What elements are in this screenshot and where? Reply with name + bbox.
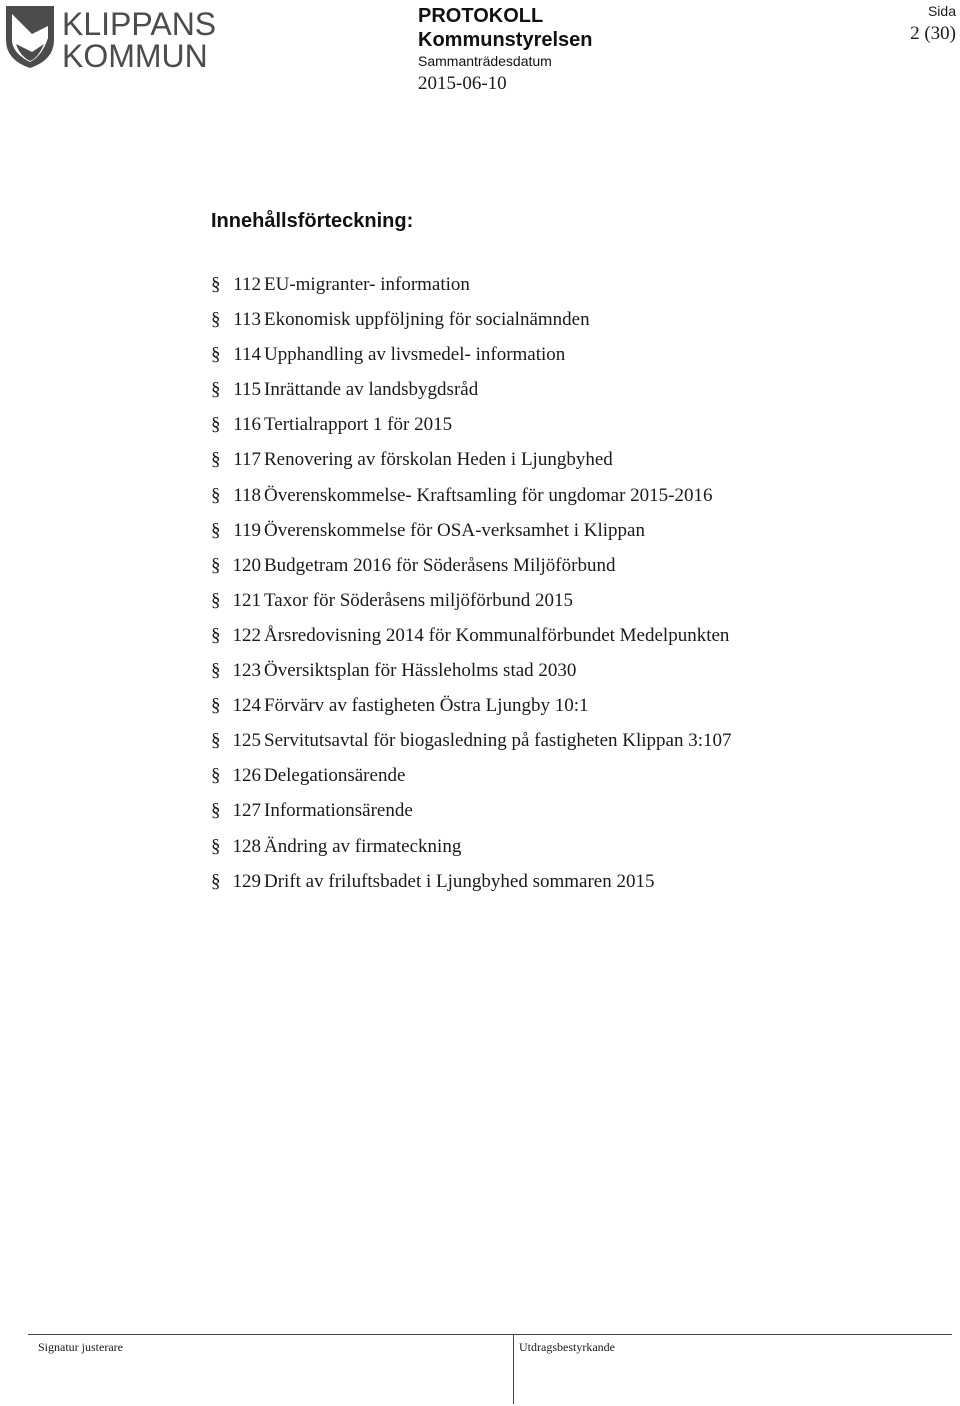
toc-item [211,375,732,410]
toc-title: Innehållsförteckning: [211,210,414,232]
toc-item-number: 126 [232,765,261,787]
toc-item-text: Informationsärende [264,800,413,822]
toc-item-text: Budgetram 2016 för Söderåsens Miljöförbund [264,554,616,576]
toc-item-text: Drift av friluftsbadet i Ljungbyhed sommaren 2015 [264,870,655,892]
toc-item-text: Delegationsärende [264,765,406,787]
toc-item-text: Översiktsplan för Hässleholms stad 2030 [264,660,577,682]
toc-item-text: Förvärv av fastigheten Östra Ljungby 10:1 [264,695,589,717]
toc-item-number: 127 [232,800,261,822]
toc-item-number: 112 [233,274,261,295]
toc-item [211,761,732,796]
document-type: PROTOKOLL [418,5,544,27]
section-symbol: § [211,309,221,331]
toc-item-number: 122 [232,624,261,646]
certification-label: Utdragsbestyrkande [519,1340,615,1354]
toc-item [211,726,732,761]
toc-item-number: 113 [233,309,261,331]
toc-item-text: Ekonomisk uppföljning för socialnämnden [264,309,590,331]
footer-divider [28,1334,952,1335]
municipality-logo [4,4,216,70]
meeting-date-label: Sammanträdesdatum [418,53,552,69]
page-number: 2 (30) [910,23,956,44]
toc-item-number: 119 [233,519,261,541]
toc-item [211,586,732,621]
toc-item-number: 120 [232,554,261,576]
signature-label: Signatur justerare [38,1340,123,1354]
board-name: Kommunstyrelsen [418,29,593,51]
toc-item-text: Överenskommelse för OSA-verksamhet i Klippan [264,519,645,541]
section-symbol: § [211,589,221,611]
toc-item [211,656,732,691]
section-symbol: § [211,765,221,787]
toc-list [211,270,732,902]
toc-item [211,867,732,902]
shield-icon [6,6,54,68]
toc-item [211,621,732,656]
toc-item-text: Tertialrapport 1 för 2015 [264,414,453,436]
toc-item-number: 117 [233,449,261,471]
section-symbol: § [211,870,221,892]
toc-item [211,796,732,831]
toc-item-text: Årsredovisning 2014 för Kommunalförbundet Medelpunkten [264,624,730,646]
toc-item-text: Ändring av firmateckning [264,835,462,857]
section-symbol: § [211,554,221,576]
toc-item-number: 123 [232,660,261,682]
section-symbol: § [211,344,221,366]
toc-item-number: 114 [233,344,261,366]
section-symbol: § [211,624,221,646]
toc-item [211,445,732,480]
logo-text-line2: KOMMUN [62,38,208,70]
logo-text-line1: KLIPPANS [62,6,216,42]
toc-item-text: Inrättande av landsbygdsråd [264,379,479,401]
toc-item-number: 116 [233,414,261,436]
section-symbol: § [211,695,221,717]
section-symbol: § [211,800,221,822]
toc-item [211,270,732,305]
toc-item [211,691,732,726]
toc-item-number: 121 [232,589,261,611]
document-header [418,4,593,96]
section-symbol: § [211,484,221,506]
toc-item [211,340,732,375]
section-symbol: § [211,414,221,436]
toc-item [211,551,732,586]
section-symbol: § [211,835,221,857]
toc-item-number: 124 [232,695,261,717]
toc-item-text: Upphandling av livsmedel- information [264,344,566,366]
toc-item-text: Överenskommelse- Kraftsamling för ungdomar 2015-2016 [264,484,713,506]
section-symbol: § [211,730,221,752]
section-symbol: § [211,660,221,682]
toc-item-text: Taxor för Söderåsens miljöförbund 2015 [264,589,573,611]
toc-item-number: 118 [233,484,261,506]
toc-item-number: 125 [232,730,261,752]
toc-item-text: EU-migranter- information [264,274,470,295]
toc-item [211,516,732,551]
page-indicator [910,2,956,46]
section-symbol: § [211,449,221,471]
toc-item-text: Renovering av förskolan Heden i Ljungbyhed [264,449,613,471]
meeting-date: 2015-06-10 [418,73,507,94]
toc-item [211,305,732,340]
toc-item-text: Servitutsavtal för biogasledning på fastigheten Klippan 3:107 [264,730,732,752]
toc-item [211,832,732,867]
page-label: Sida [927,3,956,19]
toc-item-number: 129 [232,870,261,892]
toc-item-number: 128 [232,835,261,857]
section-symbol: § [211,379,221,401]
toc-item [211,481,732,516]
footer-separator [513,1334,514,1404]
toc-item-number: 115 [233,379,261,401]
toc-item [211,410,732,445]
section-symbol: § [211,519,221,541]
section-symbol: § [211,274,221,295]
